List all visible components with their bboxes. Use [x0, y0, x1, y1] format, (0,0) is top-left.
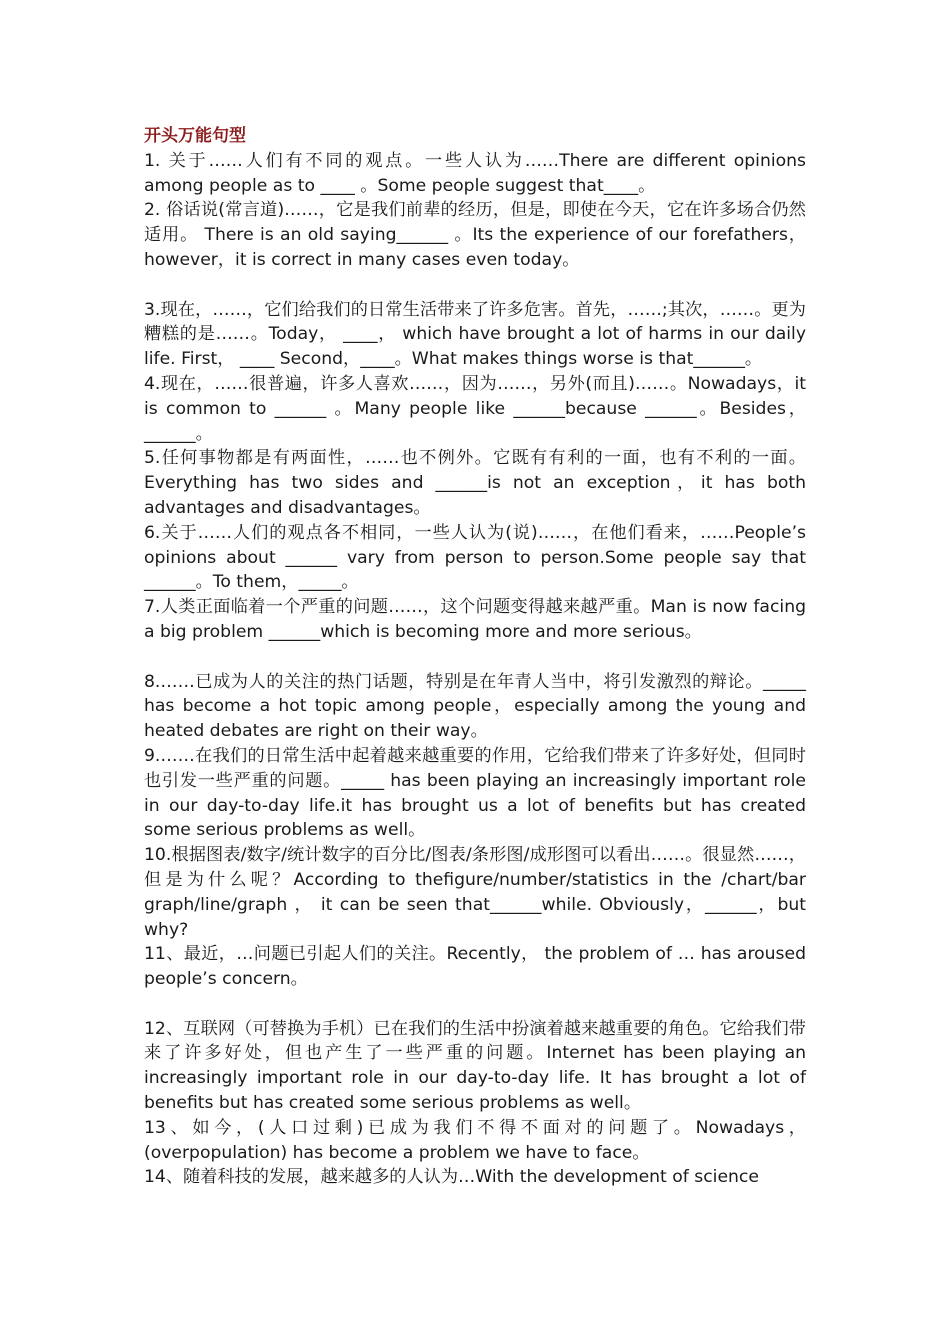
sentence-item-11: 11、最近，…问题已引起人们的关注。Recently， the problem of … has aroused people’s concern。	[144, 944, 806, 990]
spacer	[144, 273, 806, 298]
sentence-item-3: 3.现在，……，它们给我们的日常生活带来了许多危害。首先，……;其次，……。更为糟糕的是……。Today， ____， which have brought a lot of harms in our daily life. First， ____ Second，____。What makes things worse is that______。	[144, 299, 806, 370]
sentence-item-6: 6.关于……人们的观点各不相同，一些人认为(说)……，在他们看来，……People’s opinions about ______ vary from person to person.Some people say that ______。To them，_____。	[144, 522, 806, 593]
sentence-item-9: 9.……在我们的日常生活中起着越来越重要的作用，它给我们带来了许多好处，但同时也引发一些严重的问题。_____ has been playing an increasingly important role in our day-to-day life.it has brought us a lot of benefits but has created some serious problems as well。	[144, 745, 806, 841]
sentence-item-7: 7.人类正面临着一个严重的问题……，这个问题变得越来越严重。Man is now facing a big problem ______which is becoming more and more serious。	[144, 597, 806, 642]
sentence-item-14: 14、随着科技的发展，越来越多的人认为…With the development of science	[144, 1167, 759, 1188]
sentence-item-8: 8.……已成为人的关注的热门话题，特别是在年青人当中，将引发激烈的辩论。_____ has become a hot topic among people，especially among the young and heated debates are right on their way。	[144, 671, 806, 742]
sentence-item-1: 1. 关于……人们有不同的观点。一些人认为……There are different opinions among people as to ____ 。Some people suggest that____。	[144, 150, 806, 196]
document-page	[144, 124, 806, 1190]
sentence-item-13: 13、如今，(人口过剩)已成为我们不得不面对的问题了。Nowadays，(overpopulation) has become a problem we have to face。	[144, 1117, 806, 1163]
spacer	[144, 992, 806, 1017]
sentence-item-5: 5.任何事物都是有两面性，……也不例外。它既有有利的一面，也有不利的一面。Everything has two sides and ______is not an exception，it has both advantages and disadvantages。	[144, 448, 806, 518]
sentence-item-2: 2. 俗话说(常言道)……，它是我们前辈的经历，但是，即使在今天，它在许多场合仍然适用。 There is an old saying______ 。Its the experience of our forefathers，however，it is correct in many cases even today。	[144, 200, 806, 270]
sentence-item-10: 10.根据图表/数字/统计数字的百分比/图表/条形图/成形图可以看出……。很显然……，但是为什么呢？According to thefigure/number/statistics in the /chart/bar graph/line/graph ， it can be seen that______while. Obviously，______，but why?	[144, 845, 806, 940]
sentence-item-4: 4.现在，……很普遍，许多人喜欢……，因为……，另外(而且)……。Nowadays，it is common to ______ 。Many people like ______because ______。Besides，______。	[144, 373, 806, 444]
heading: 开头万能句型	[144, 126, 246, 146]
spacer	[144, 645, 806, 670]
sentence-item-12: 12、互联网（可替换为手机）已在我们的生活中扮演着越来越重要的角色。它给我们带来了许多好处，但也产生了一些严重的问题。Internet has been playing an increasingly important role in our day-to-day life. It has brought a lot of benefits but has created some serious problems as well。	[144, 1018, 806, 1114]
